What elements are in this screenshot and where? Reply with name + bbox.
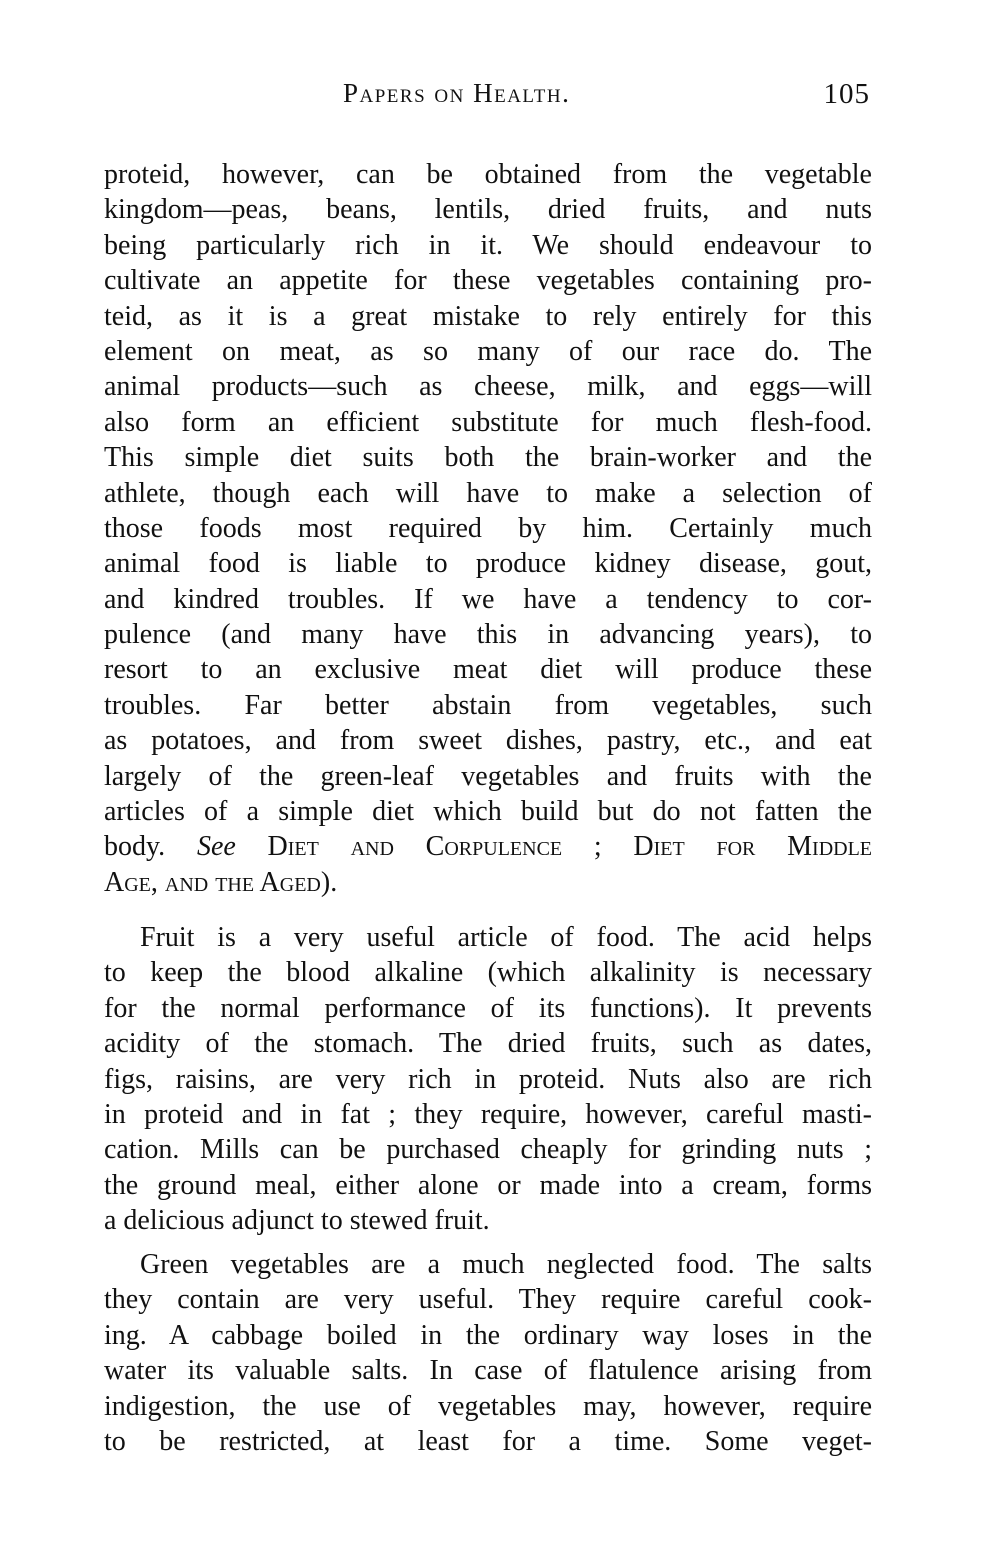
text-line: those foods most required by him. Certainly much <box>104 512 872 544</box>
page-number: 105 <box>823 78 870 110</box>
text-line: animal products—such as cheese, milk, and eggs—will <box>104 371 872 403</box>
paragraph-fruit <box>104 920 872 1239</box>
see-reference-label: See <box>196 831 236 863</box>
text-line: This simple diet suits both the brain-worker and the <box>104 442 872 474</box>
text-line: teid, as it is a great mistake to rely entirely for this <box>104 300 872 332</box>
running-title: Papers on Health. <box>343 78 571 108</box>
text-line: as potatoes, and from sweet dishes, pastry, etc., and eat <box>104 725 872 757</box>
text-line: athlete, though each will have to make a selection of <box>104 477 872 509</box>
text-line: also form an efficient substitute for much flesh-food. <box>104 406 872 438</box>
text-line: troubles. Far better abstain from vegetables, such <box>104 689 872 721</box>
text-line: Fruit is a very useful article of food. The acid helps <box>140 922 872 953</box>
text-line: element on meat, as so many of our race do. The <box>104 335 872 367</box>
text-line: pulence (and many have this in advancing years), to <box>104 619 872 651</box>
text-line: ing. A cabbage boiled in the ordinary way loses in the <box>104 1319 872 1351</box>
text-line: to keep the blood alkaline (which alkalinity is necessary <box>104 957 872 989</box>
text-line: articles of a simple diet which build but do not fatten the <box>104 796 872 828</box>
text-line: Green vegetables are a much neglected food. The salts <box>140 1249 872 1280</box>
text-line: cultivate an appetite for these vegetables containing pro- <box>104 265 872 297</box>
text-line: proteid, however, can be obtained from the vegetable <box>104 159 872 190</box>
cross-reference-diet-for-middle-age: Diet for Middle <box>633 831 873 863</box>
text-line: figs, raisins, are very rich in proteid. Nuts also are rich <box>104 1063 872 1095</box>
text-line: cation. Mills can be purchased cheaply for grinding nuts ; <box>104 1134 872 1166</box>
separator: ; <box>593 831 602 863</box>
cross-reference-line <box>104 829 872 864</box>
text-line: the ground meal, either alone or made into a cream, forms <box>104 1169 872 1201</box>
paragraph-green-vegetables <box>104 1247 872 1459</box>
text-fragment: body. <box>104 831 166 863</box>
cross-reference-continuation: Age, and the Aged). <box>104 866 338 898</box>
text-line: indigestion, the use of vegetables may, however, require <box>104 1390 872 1422</box>
text-line: acidity of the stomach. The dried fruits, such as dates, <box>104 1028 872 1060</box>
text-line: they contain are very useful. They require careful cook- <box>104 1284 872 1316</box>
running-header <box>0 78 1000 118</box>
text-line: kingdom—peas, beans, lentils, dried fruits, and nuts <box>104 194 872 226</box>
text-line: resort to an exclusive meat diet will produce these <box>104 654 872 686</box>
cross-reference-diet-and-corpulence: Diet and Corpulence <box>267 831 563 863</box>
text-line: a delicious adjunct to stewed fruit. <box>104 1205 490 1237</box>
text-line: water its valuable salts. In case of flatulence arising from <box>104 1355 872 1387</box>
text-line: animal food is liable to produce kidney disease, gout, <box>104 548 872 580</box>
paragraph-proteid <box>104 157 872 900</box>
text-line: in proteid and in fat ; they require, however, careful masti- <box>104 1098 872 1130</box>
text-line: to be restricted, at least for a time. Some veget- <box>104 1425 872 1457</box>
text-line: largely of the green-leaf vegetables and fruits with the <box>104 760 872 792</box>
text-line: and kindred troubles. If we have a tendency to cor- <box>104 583 872 615</box>
text-line: being particularly rich in it. We should endeavour to <box>104 229 872 261</box>
text-line: for the normal performance of its functions). It prevents <box>104 992 872 1024</box>
